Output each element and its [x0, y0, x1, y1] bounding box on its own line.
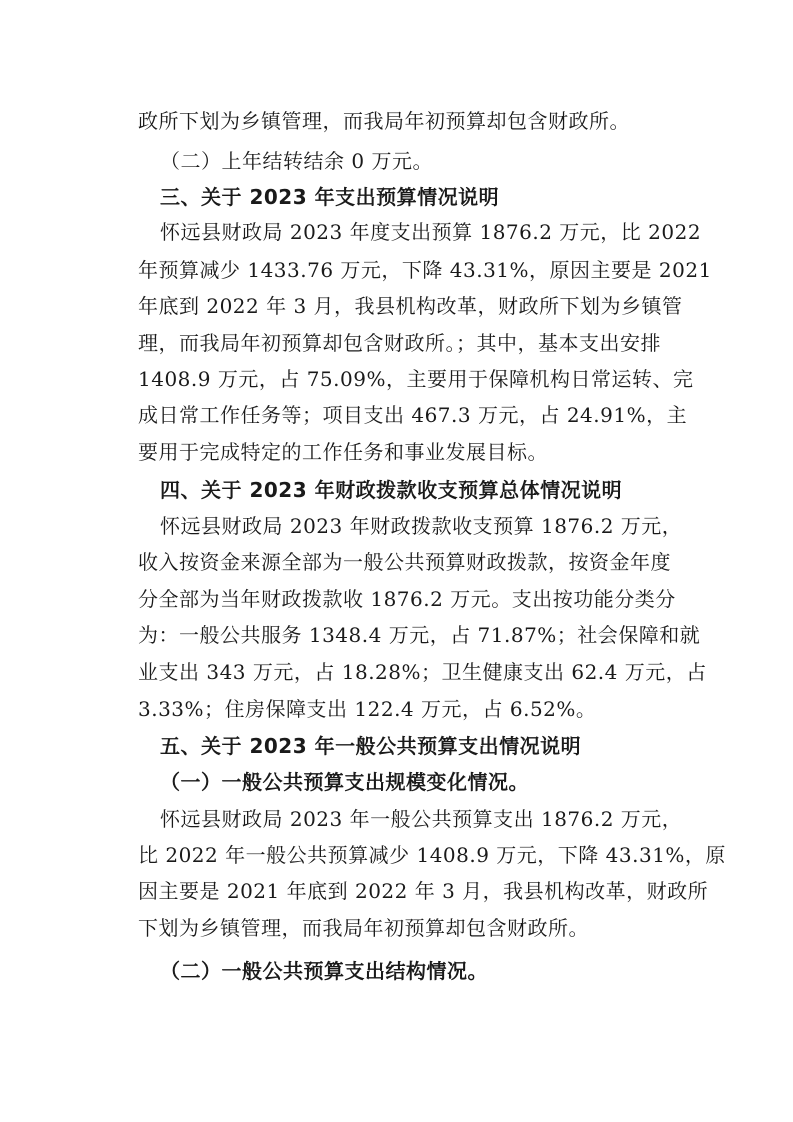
- paragraph-line: 怀远县财政局 2023 年度支出预算 1876.2 万元，比 2022: [160, 220, 702, 244]
- section-heading: 五、关于 2023 年一般公共预算支出情况说明: [160, 734, 582, 758]
- paragraph-line: 下划为乡镇管理，而我局年初预算却包含财政所。: [138, 916, 589, 940]
- subsection-heading: （二）一般公共预算支出结构情况。: [160, 959, 488, 983]
- paragraph-line: 成日常工作任务等；项目支出 467.3 万元，占 24.91%，主: [138, 403, 688, 427]
- paragraph-line: （二）上年结转结余 0 万元。: [160, 149, 433, 173]
- paragraph-line: 年预算减少 1433.76 万元，下降 43.31%，原因主要是 2021: [138, 258, 712, 282]
- section-heading: 三、关于 2023 年支出预算情况说明: [160, 185, 500, 209]
- paragraph-line: 比 2022 年一般公共预算减少 1408.9 万元，下降 43.31%，原: [138, 843, 726, 867]
- paragraph-line: 为：一般公共服务 1348.4 万元，占 71.87%；社会保障和就: [138, 623, 701, 647]
- paragraph-line: 分全部为当年财政拨款收 1876.2 万元。支出按功能分类分: [138, 587, 676, 611]
- paragraph-line: 怀远县财政局 2023 年一般公共预算支出 1876.2 万元，: [160, 807, 683, 831]
- paragraph-line: 年底到 2022 年 3 月，我县机构改革，财政所下划为乡镇管: [138, 294, 683, 318]
- paragraph-line: 3.33%；住房保障支出 122.4 万元，占 6.52%。: [138, 697, 597, 721]
- paragraph-line: 要用于完成特定的工作任务和事业发展目标。: [138, 440, 548, 464]
- paragraph-line: 政所下划为乡镇管理，而我局年初预算却包含财政所。: [138, 109, 630, 133]
- paragraph-line: 理，而我局年初预算却包含财政所。；其中，基本支出安排: [138, 331, 661, 355]
- section-heading: 四、关于 2023 年财政拨款收支预算总体情况说明: [160, 478, 623, 502]
- paragraph-line: 1408.9 万元，占 75.09%，主要用于保障机构日常运转、完: [138, 367, 694, 391]
- subsection-heading: （一）一般公共预算支出规模变化情况。: [160, 770, 529, 794]
- paragraph-line: 收入按资金来源全部为一般公共预算财政拨款，按资金年度: [138, 550, 671, 574]
- paragraph-line: 因主要是 2021 年底到 2022 年 3 月，我县机构改革，财政所: [138, 879, 709, 903]
- paragraph-line: 怀远县财政局 2023 年财政拨款收支预算 1876.2 万元，: [160, 514, 683, 538]
- paragraph-line: 业支出 343 万元，占 18.28%；卫生健康支出 62.4 万元，占: [138, 660, 707, 684]
